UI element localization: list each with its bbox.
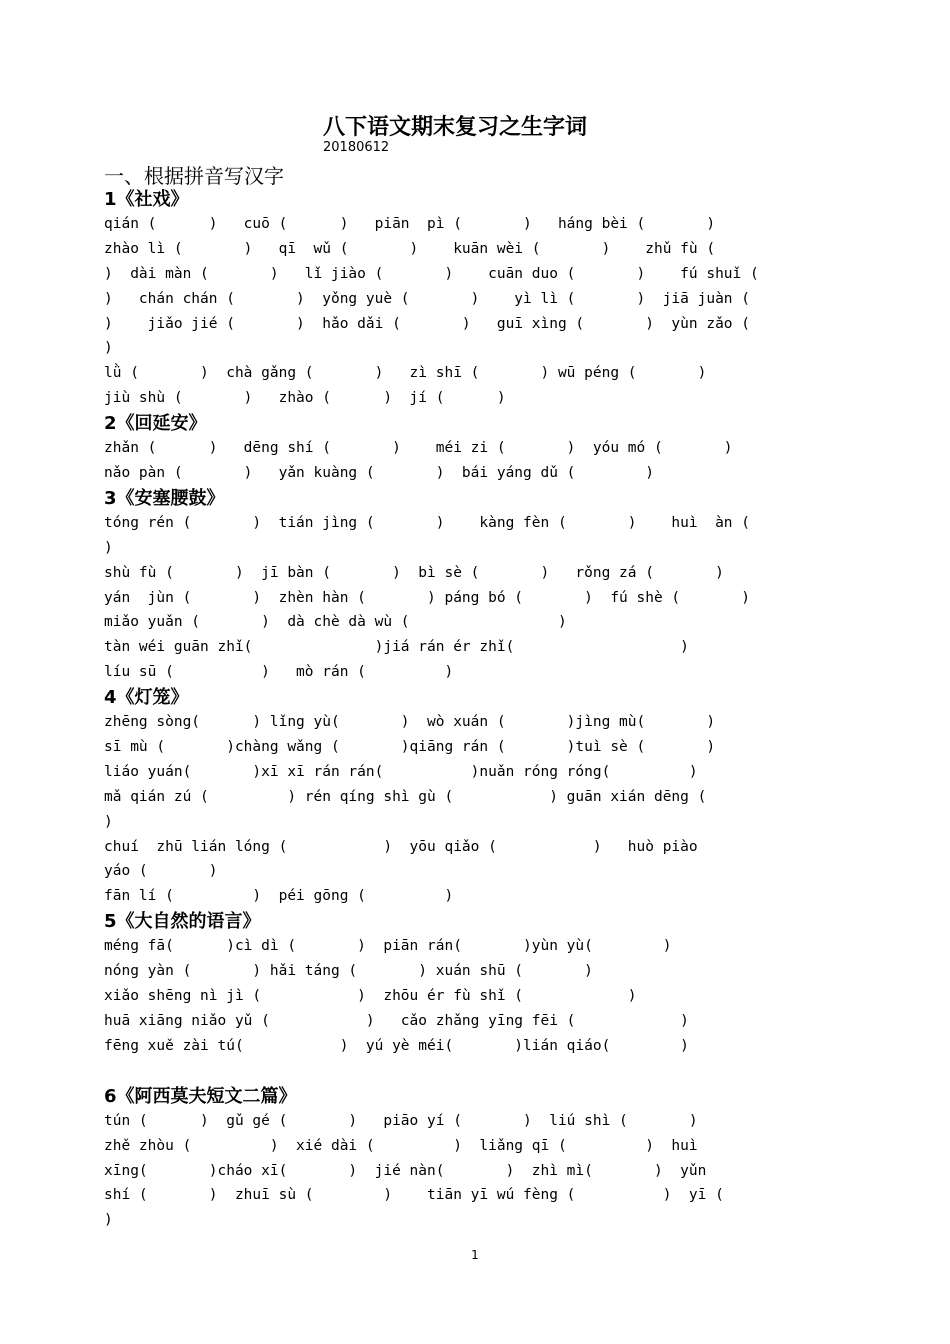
pinyin-line: ): [104, 539, 113, 556]
pinyin-line: ) chán chán ( ) yǒng yuè ( ) yì lì ( ) jiā juàn (: [104, 290, 751, 307]
pinyin-line: sī mù ( )chàng wǎng ( )qiāng rán ( )tuì sè ( ): [104, 739, 716, 756]
page-title: 八下语文期末复习之生字词: [322, 115, 587, 140]
blank-line: [104, 1059, 846, 1084]
pinyin-line: tún ( ) gǔ gé ( ) piāo yí ( ) liú shì ( ): [104, 1112, 698, 1129]
pinyin-line: tàn wéi guān zhǐ( )jiá rán ér zhǐ( ): [104, 639, 689, 656]
pinyin-line: shí ( ) zhuī sù ( ) tiān yī wú fèng ( ) yī (: [104, 1187, 724, 1204]
lesson-heading: 2《回延安》: [104, 413, 207, 435]
pinyin-line: miǎo yuǎn ( ) dà chè dà wù ( ): [104, 614, 567, 631]
pinyin-line: líu sū ( ) mò rán ( ): [104, 664, 454, 681]
pinyin-line: mǎ qián zú ( ) rén qíng shì gù ( ) guān xián dēng (: [104, 788, 707, 805]
pinyin-line: liáo yuán( )xī xī rán rán( )nuǎn róng róng( ): [104, 763, 698, 780]
pinyin-line: méng fā( )cì dì ( ) piān rán( )yùn yù( ): [104, 938, 672, 955]
lesson-heading: 3《安塞腰鼓》: [104, 487, 225, 509]
pinyin-line: nǎo pàn ( ) yǎn kuàng ( ) bái yáng dǔ ( ): [104, 465, 654, 482]
lesson-heading: 4《灯笼》: [104, 687, 189, 709]
pinyin-line: nóng yàn ( ) hǎi táng ( ) xuán shū ( ): [104, 963, 593, 980]
pinyin-line: zhào lì ( ) qī wǔ ( ) kuān wèi ( ) zhǔ fù (: [104, 240, 716, 257]
pinyin-line: shù fù ( ) jī bàn ( ) bì sè ( ) rǒng zá ( ): [104, 564, 724, 581]
pinyin-line: qián ( ) cuō ( ) piān pì ( ) háng bèi ( ): [104, 216, 716, 232]
pinyin-line: fēng xuě zài tú( ) yú yè méi( )lián qiáo( ): [104, 1037, 689, 1054]
pinyin-line: xīng( )cháo xī( ) jié nàn( ) zhì mì( ) yǔn: [104, 1162, 707, 1179]
pinyin-line: zhēng sòng( ) lǐng yù( ) wò xuán ( )jìng mù( ): [104, 714, 716, 731]
pinyin-line: zhě zhòu ( ) xié dài ( ) liǎng qī ( ) huì: [104, 1137, 698, 1154]
pinyin-line: yáo ( ): [104, 863, 218, 880]
pinyin-line: jiù shù ( ) zhào ( ) jí ( ): [104, 390, 506, 407]
lesson-heading: 1《社戏》: [104, 189, 189, 210]
lesson-heading: 6《阿西莫夫短文二篇》: [104, 1085, 297, 1107]
pinyin-line: yán jùn ( ) zhèn hàn ( ) páng bó ( ) fú shè ( ): [104, 589, 751, 606]
pinyin-line: zhǎn ( ) dēng shí ( ) méi zi ( ) yóu mó ( ): [104, 440, 733, 457]
section-heading: 一、根据拼音写汉字: [104, 164, 284, 188]
pinyin-line: ): [104, 340, 113, 357]
document-date: 20180612: [323, 140, 390, 155]
pinyin-line: ): [104, 1212, 113, 1229]
pinyin-line: xiǎo shēng nì jì ( ) zhōu ér fù shǐ ( ): [104, 988, 637, 1005]
pinyin-line: huā xiāng niǎo yǔ ( ) cǎo zhǎng yīng fēi ( ): [104, 1012, 689, 1029]
pinyin-line: ): [104, 813, 113, 830]
pinyin-line: ) jiǎo jié ( ) hǎo dǎi ( ) guī xìng ( ) yùn zǎo (: [104, 315, 751, 332]
pinyin-line: tóng rén ( ) tián jìng ( ) kàng fèn ( ) huì àn (: [104, 514, 751, 531]
exercise-content: [104, 187, 846, 1233]
pinyin-line: ) dài màn ( ) lǐ jiào ( ) cuān duo ( ) fú shuǐ (: [104, 265, 759, 282]
pinyin-line: chuí zhū lián lóng ( ) yōu qiǎo ( ) huò piào: [104, 838, 698, 855]
page-number: 1: [471, 1248, 479, 1262]
pinyin-line: lǜ ( ) chà gǎng ( ) zì shī ( ) wū péng ( ): [104, 365, 707, 382]
lesson-heading: 5《大自然的语言》: [104, 911, 261, 933]
pinyin-line: fān lí ( ) péi gōng ( ): [104, 888, 454, 905]
